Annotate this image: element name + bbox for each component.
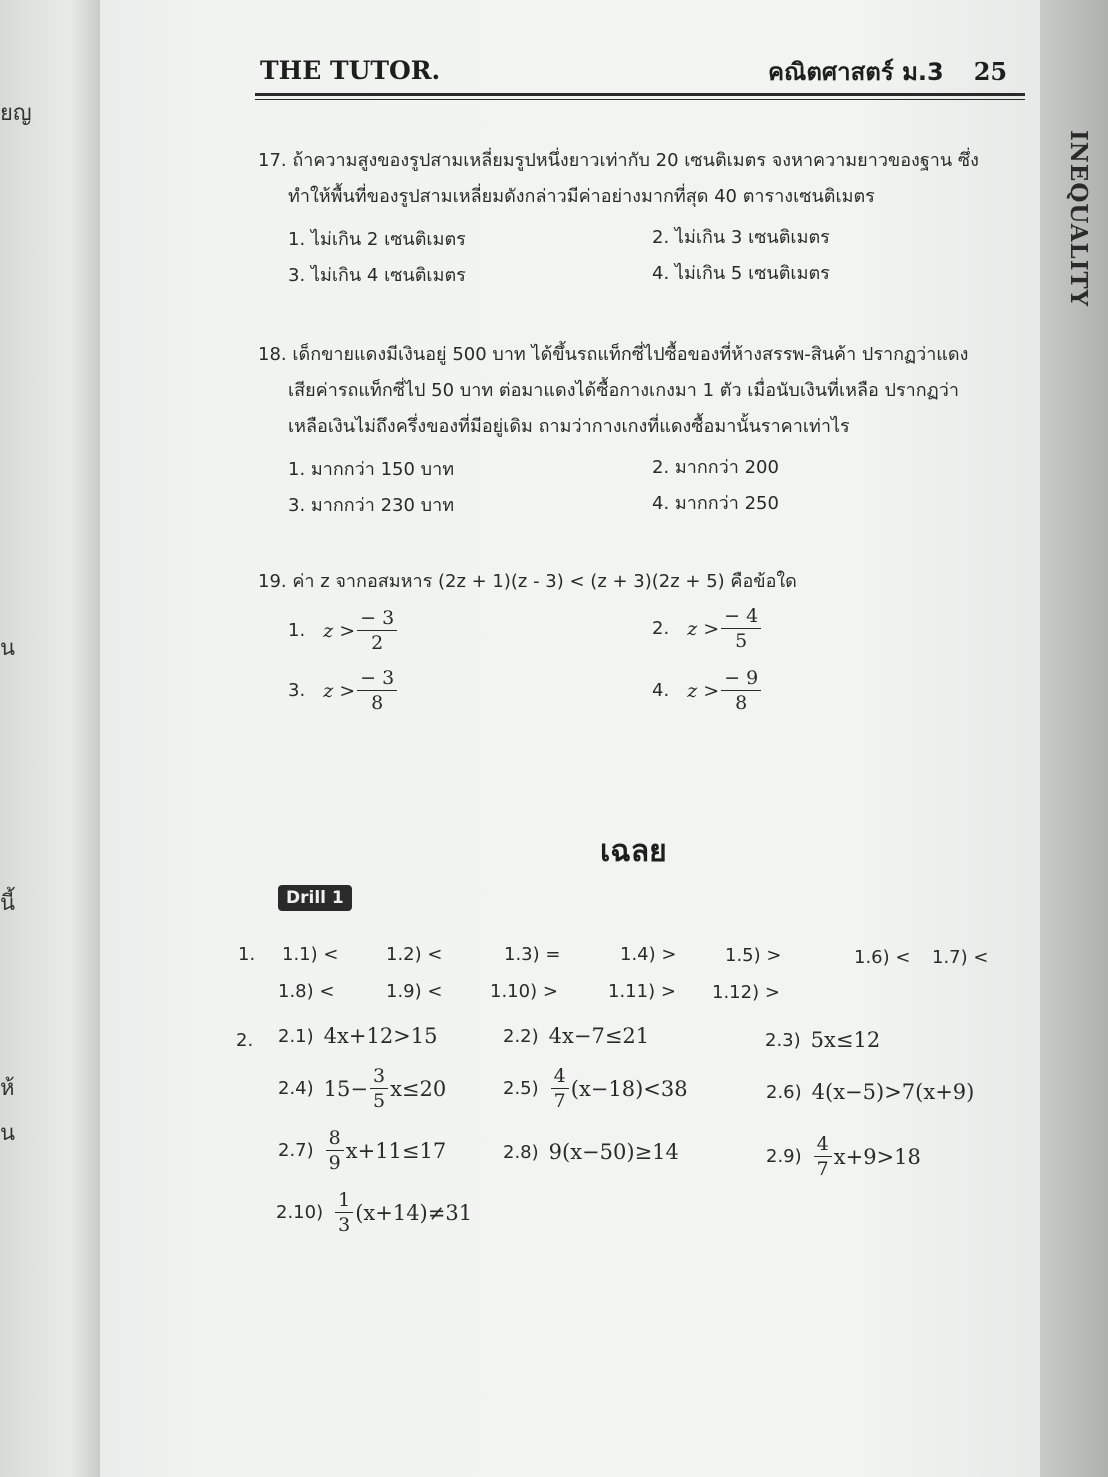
question-text: 17. ถ้าความสูงของรูปสามเหลี่ยมรูปหนึ่งยาวเท่ากับ 20 เซนติเมตร จงหาความยาวของฐาน ซึ่ง [258,150,979,171]
numerator: − 3 [357,666,397,691]
answer-2-6 [766,1080,974,1104]
fraction [326,1126,344,1175]
section-number: 2. [236,1030,254,1051]
question-text: 18. เด็กขายแดงมีเงินอยู่ 500 บาท ได้ขึ้นรถแท็กซี่ไปซื้อของที่ห้างสรรพ-สินค้า ปรากฏว่าแดง [258,344,969,365]
answer-label: 2.8) [503,1141,539,1163]
expr-post: (x+14)≠31 [355,1200,473,1225]
fraction [357,666,397,715]
answer-label: 2.9) [766,1146,802,1167]
numerator: − 9 [721,666,761,691]
answer-expression: 4x−7≤21 [548,1024,650,1048]
denominator: 9 [328,1152,341,1174]
option-lhs: z > [323,679,356,702]
answer-label: 2.1) [278,1025,314,1047]
answer-item: 1.11) > [608,981,676,1002]
answer-item: 1.12) > [712,982,780,1003]
answer-label: 2.7) [278,1140,314,1161]
option-label: 3. [288,680,306,701]
header-rule-thin [255,99,1025,100]
expr-post: x+11≤17 [345,1138,447,1163]
numerator: 1 [335,1188,353,1213]
page-number: 25 [973,57,1008,86]
question-text: เหลือเงินไม่ถึงครึ่งของที่มีอยู่เดิม ถามว่ากางเกงที่แดงซื้อมานั้นราคาเท่าไร [288,416,850,437]
option: 4. มากกว่า 250 [652,493,779,514]
numerator: − 4 [721,604,761,629]
margin-fragment: น [0,1121,16,1146]
answer-item: 1.9) < [386,981,443,1002]
answer-2-1 [278,1024,438,1048]
answer-label: 2.10) [276,1202,324,1223]
question-text: ทำให้พื้นที่ของรูปสามเหลี่ยมดังกล่าวมีค่าอย่างมากที่สุด 40 ตารางเซนติเมตร [288,186,875,207]
answer-2-7 [278,1126,446,1175]
question-text: 19. ค่า z จากอสมหาร (2z + 1)(z - 3) < (z + 3)(2z + 5) คือข้อใด [258,571,797,592]
option-lhs: z > [687,679,720,702]
answer-2-9 [766,1132,921,1181]
header-subject: คณิตศาสตร์ ม.3 [768,58,944,86]
option: 4. ไม่เกิน 5 เซนติเมตร [652,263,830,284]
answer-item: 1.6) < [854,947,911,968]
fraction [357,606,397,655]
answer-expression [812,1132,921,1181]
answer-item: 1.5) > [725,945,782,966]
option [652,666,761,715]
option: 1. มากกว่า 150 บาท [288,459,455,480]
answer-item: 1.4) > [620,944,677,965]
book-page [100,0,1045,1477]
left-facing-page [0,0,100,1477]
answer-label: 2.6) [766,1081,802,1103]
option-label: 4. [652,680,670,701]
question-19 [258,564,797,600]
answer-label: 2.5) [503,1078,539,1099]
answer-label: 2.3) [765,1029,801,1051]
answer-label: 2.2) [503,1025,539,1047]
denominator: 8 [371,692,384,714]
expr-post: x+9>18 [833,1144,921,1169]
answer-expression [549,1064,688,1113]
drill-badge: Drill 1 [278,885,352,911]
fraction [721,604,761,653]
fraction [814,1132,832,1181]
answer-expression: 9(x−50)≥14 [548,1140,679,1164]
answer-2-3 [765,1028,880,1052]
option: 2. มากกว่า 200 [652,457,779,478]
denominator: 8 [735,692,748,714]
option-lhs: z > [687,617,720,640]
answer-expression [324,1126,447,1175]
header-left: THE TUTOR. [260,56,441,85]
numerator: 4 [814,1132,832,1157]
answer-expression [324,1064,447,1113]
denominator: 7 [816,1158,829,1180]
answers-title: เฉลย [600,834,667,869]
answer-2-5 [503,1064,688,1113]
denominator: 5 [372,1090,386,1112]
question-text: เสียค่ารถแท็กซี่ไป 50 บาท ต่อมาแดงได้ซื้อกางเกงมา 1 ตัว เมื่อนับเงินที่เหลือ ปรากฏว่า [288,380,959,401]
margin-fragment: ัน [0,636,16,661]
section-number: 1. [238,944,256,965]
denominator: 3 [338,1214,351,1236]
denominator: 7 [553,1090,566,1112]
side-tab-label: INEQUALITY [1065,130,1092,308]
answer-expression: 4x+12>15 [323,1024,438,1048]
header-right [768,52,1007,91]
numerator: 3 [370,1064,388,1089]
denominator: 5 [735,630,748,652]
expr-post: x≤20 [390,1076,447,1101]
option: 3. มากกว่า 230 บาท [288,495,455,516]
option: 1. ไม่เกิน 2 เซนติเมตร [288,229,466,250]
answer-item: 1.1) < [282,944,339,965]
fraction [370,1064,388,1113]
option: 2. ไม่เกิน 3 เซนติเมตร [652,227,830,248]
numerator: 4 [551,1064,569,1089]
option-lhs: z > [323,619,356,642]
answer-expression: 4(x−5)>7(x+9) [811,1080,975,1104]
answer-2-10 [276,1188,472,1237]
expr-post: (x−18)<38 [570,1076,688,1101]
margin-fragment: ห้ [0,1076,15,1101]
option: 3. ไม่เกิน 4 เซนติเมตร [288,265,466,286]
answer-label: 2.4) [278,1078,314,1099]
answer-expression [333,1188,472,1237]
answer-item: 1.10) > [490,981,558,1002]
answer-item: 1.8) < [278,981,335,1002]
answer-2-8 [503,1140,679,1164]
fraction [721,666,761,715]
option-label: 1. [288,620,306,641]
option [288,666,397,715]
margin-fragment: นี้ [0,891,16,916]
header-rule [255,93,1025,96]
numerator: − 3 [357,606,397,631]
option-label: 2. [652,618,670,639]
answer-item: 1.3) = [504,944,561,965]
question-17 [258,143,979,215]
fraction [335,1188,353,1237]
answer-2-2 [503,1024,649,1048]
option [288,606,397,655]
option [652,604,761,653]
expr-pre: 15− [323,1076,368,1101]
margin-fragment: ยญ [0,101,32,126]
answer-item: 1.2) < [386,944,443,965]
denominator: 2 [371,632,384,654]
numerator: 8 [326,1126,344,1151]
fraction [551,1064,569,1113]
answer-item: 1.7) < [932,947,989,968]
answer-expression: 5x≤12 [810,1028,881,1052]
question-18 [258,337,968,445]
answer-2-4 [278,1064,446,1113]
